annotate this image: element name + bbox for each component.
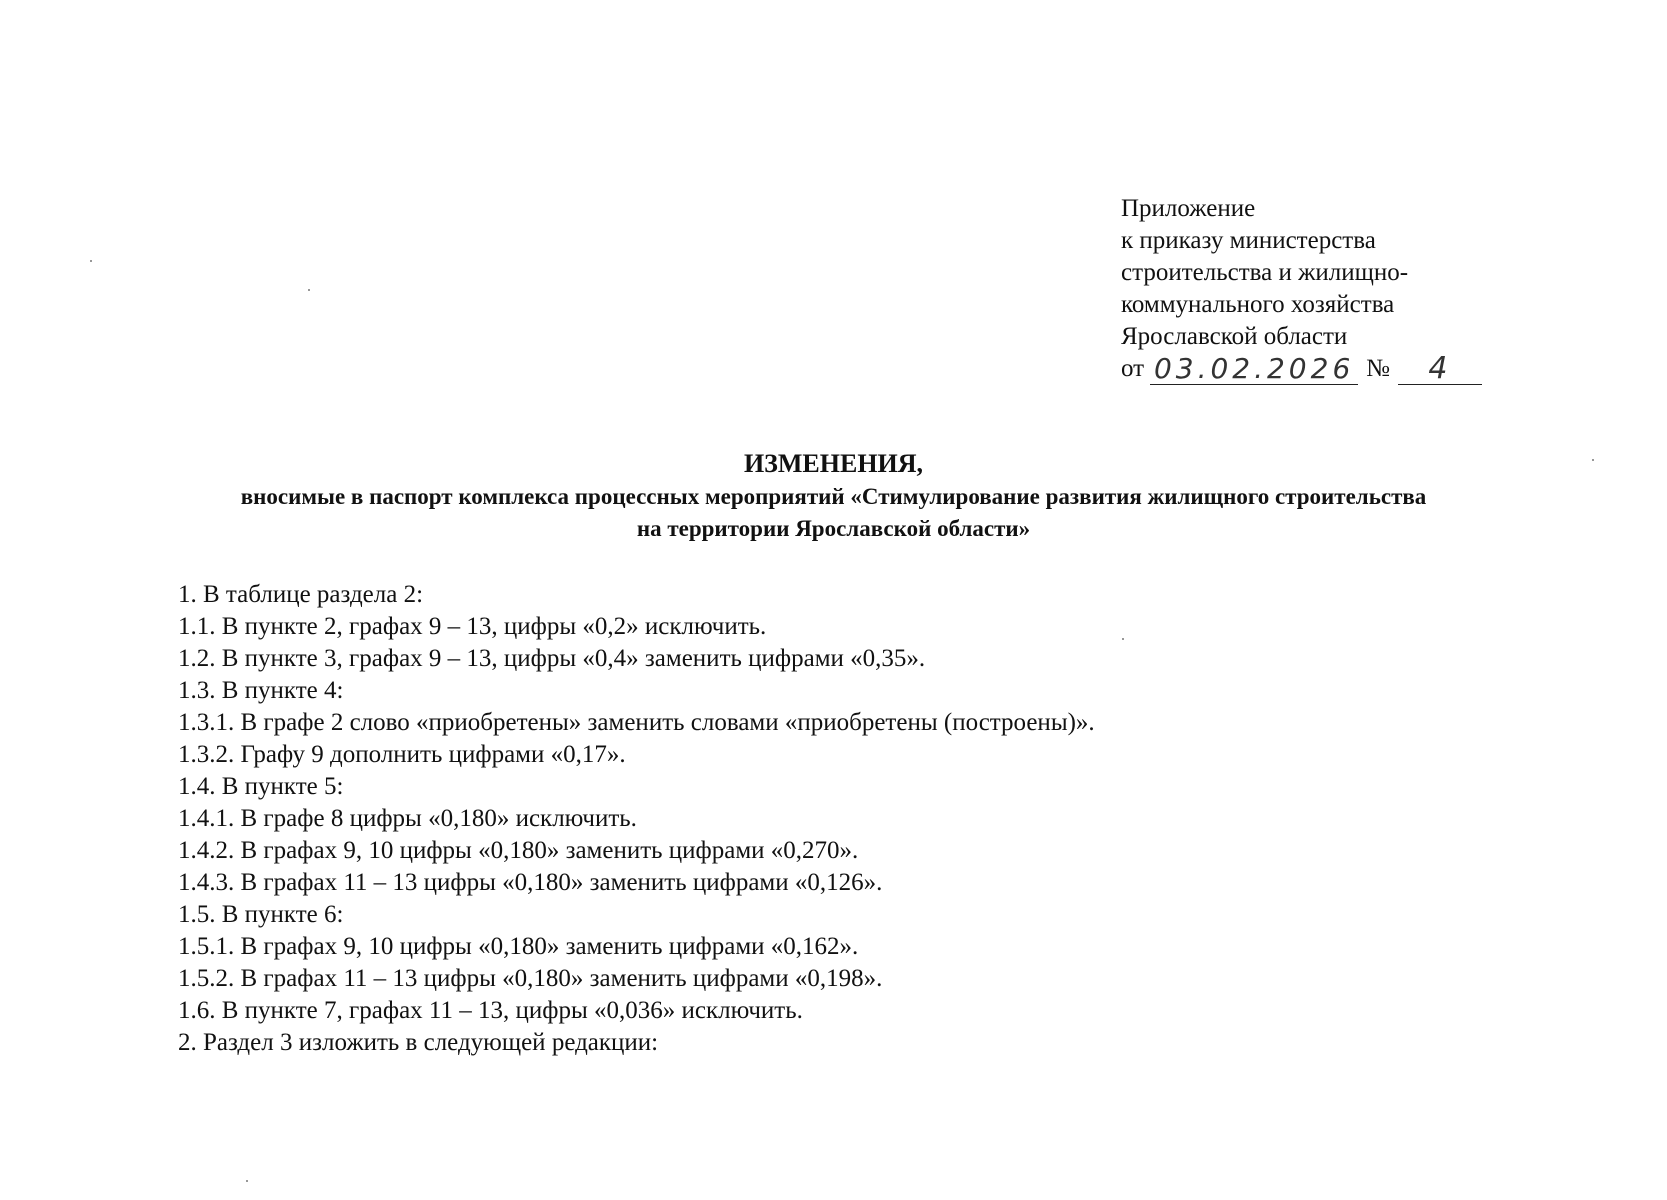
list-item: 1.1. В пункте 2, графах 9 – 13, цифры «0,2» исключить. [178,613,767,640]
appendix-line: строительства и жилищно- [1121,259,1409,286]
number-label: № [1366,355,1390,382]
list-item: 1.5.2. В графах 11 – 13 цифры «0,180» заменить цифрами «0,198». [178,965,883,992]
scan-speck [1122,638,1124,640]
appendix-line: Приложение [1121,195,1256,222]
scan-speck [246,1180,248,1182]
document-title [0,447,1667,545]
scan-speck [308,289,310,291]
appendix-line: к приказу министерства [1121,227,1376,254]
list-item: 1.3. В пункте 4: [178,677,344,704]
list-item: 1. В таблице раздела 2: [178,581,424,608]
list-item: 2. Раздел 3 изложить в следующей редакции: [178,1029,659,1056]
list-item: 1.4.3. В графах 11 – 13 цифры «0,180» заменить цифрами «0,126». [178,869,883,896]
list-item: 1.5.1. В графах 9, 10 цифры «0,180» заменить цифрами «0,162». [178,933,859,960]
order-date-number-line [1121,353,1581,385]
appendix-line: коммунального хозяйства [1121,291,1395,318]
list-item: 1.2. В пункте 3, графах 9 – 13, цифры «0,4» заменить цифрами «0,35». [178,645,926,672]
scan-speck [90,260,92,262]
subtitle-line: на территории Ярославской области» [636,516,1031,541]
list-item: 1.3.2. Графу 9 дополнить цифрами «0,17». [178,741,626,768]
date-prefix: от [1121,355,1145,382]
appendix-header [1121,193,1581,385]
list-item: 1.4.2. В графах 9, 10 цифры «0,180» заменить цифрами «0,270». [178,837,859,864]
subtitle-line: вносимые в паспорт комплекса процессных мероприятий «Стимулирование развития жилищного строительства [240,484,1427,509]
order-date-field: 03.02.2026 [1150,354,1358,385]
appendix-line: Ярославской области [1121,323,1348,350]
changes-list [178,579,1095,1059]
list-item: 1.4. В пункте 5: [178,773,344,800]
list-item: 1.6. В пункте 7, графах 11 – 13, цифры «0,036» исключить. [178,997,803,1024]
order-number-field: 4 [1398,354,1482,385]
main-title: ИЗМЕНЕНИЯ, [743,449,924,478]
list-item: 1.4.1. В графе 8 цифры «0,180» исключить. [178,805,637,832]
scan-speck [1592,459,1594,461]
list-item: 1.3.1. В графе 2 слово «приобретены» заменить словами «приобретены (построены)». [178,709,1095,736]
list-item: 1.5. В пункте 6: [178,901,344,928]
